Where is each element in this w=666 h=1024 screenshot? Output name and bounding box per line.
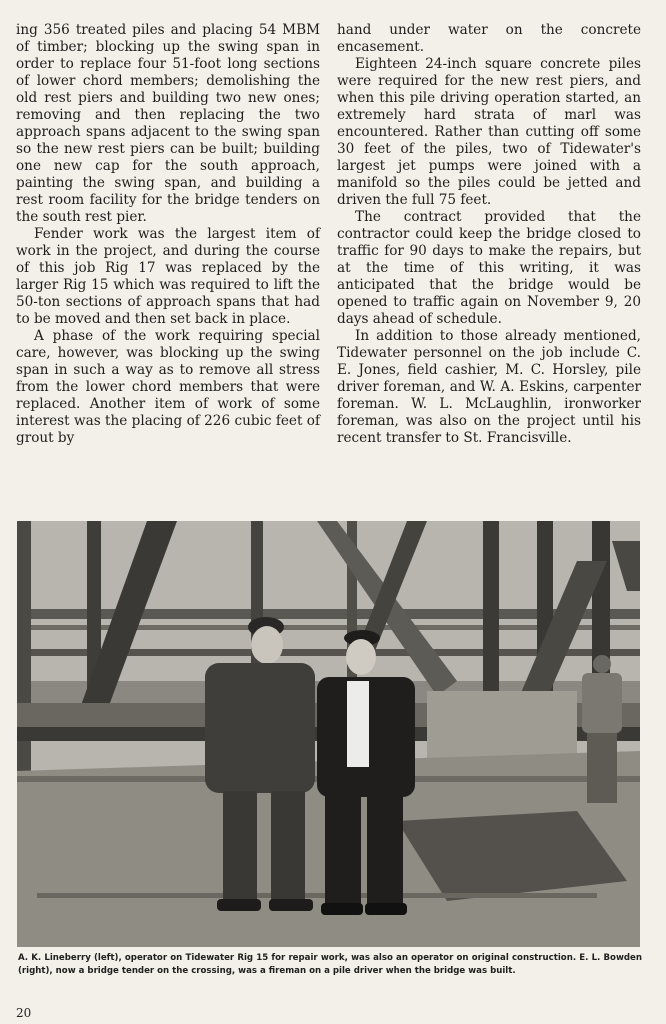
photo-caption: A. K. Lineberry (left), operator on Tidewater Rig 15 for repair work, was also an operator on original construction. E. L. Bowden (right), now a bridge tender on the crossing, was a fireman on a pile driver when the bridge was built. [18,953,642,976]
paragraph: ing 356 treated piles and placing 54 MBM of timber; blocking up the swing span in order to replace four 51-foot long sections of lower chord members; demolishing the old rest piers and building two new ones; removing and then replacing the two approach spans adjacent to the swing span so the new rest piers can be built; building one new cap for the south approach, painting the swing span, and building a rest room facility for the bridge tenders on the south rest pier. [16,22,320,225]
bridge-workers-photo [17,521,640,947]
photo-illustration [17,521,640,947]
page-number: 20 [16,1006,32,1020]
paragraph: Eighteen 24-inch square concrete piles were required for the new rest piers, and when this pile driving operation started, an extremely hard strata of marl was encountered. Rather than cutting off some 30 feet of the piles, two of Tidewater's largest jet pumps were joined with a manifold so the piles could be jetted and driven the full 75 feet. [337,56,641,208]
left-text-column [16,22,320,447]
paragraph: hand under water on the concrete encasement. [337,22,641,55]
right-text-column [337,22,641,447]
paragraph: A phase of the work requiring special care, however, was blocking up the swing span in such a way as to remove all stress from the lower chord members that were replaced. Another item of work of some interest was the placing of 226 cubic feet of grout by [16,328,320,446]
paragraph: The contract provided that the contractor could keep the bridge closed to traffic for 90 days to make the repairs, but at the time of this writing, it was anticipated that the bridge would be opened to traffic again on November 9, 20 days ahead of schedule. [337,209,641,327]
paragraph: Fender work was the largest item of work in the project, and during the course of this job Rig 17 was replaced by the larger Rig 15 which was required to lift the 50-ton sections of approach spans that had to be moved and then set back in place. [16,226,320,327]
paragraph: In addition to those already mentioned, Tidewater personnel on the job include C. E. Jones, field cashier, M. C. Horsley, pile driver foreman, and W. A. Eskins, carpenter foreman. W. L. McLaughlin, ironworker foreman, was also on the project until his recent transfer to St. Francisville. [337,328,641,446]
